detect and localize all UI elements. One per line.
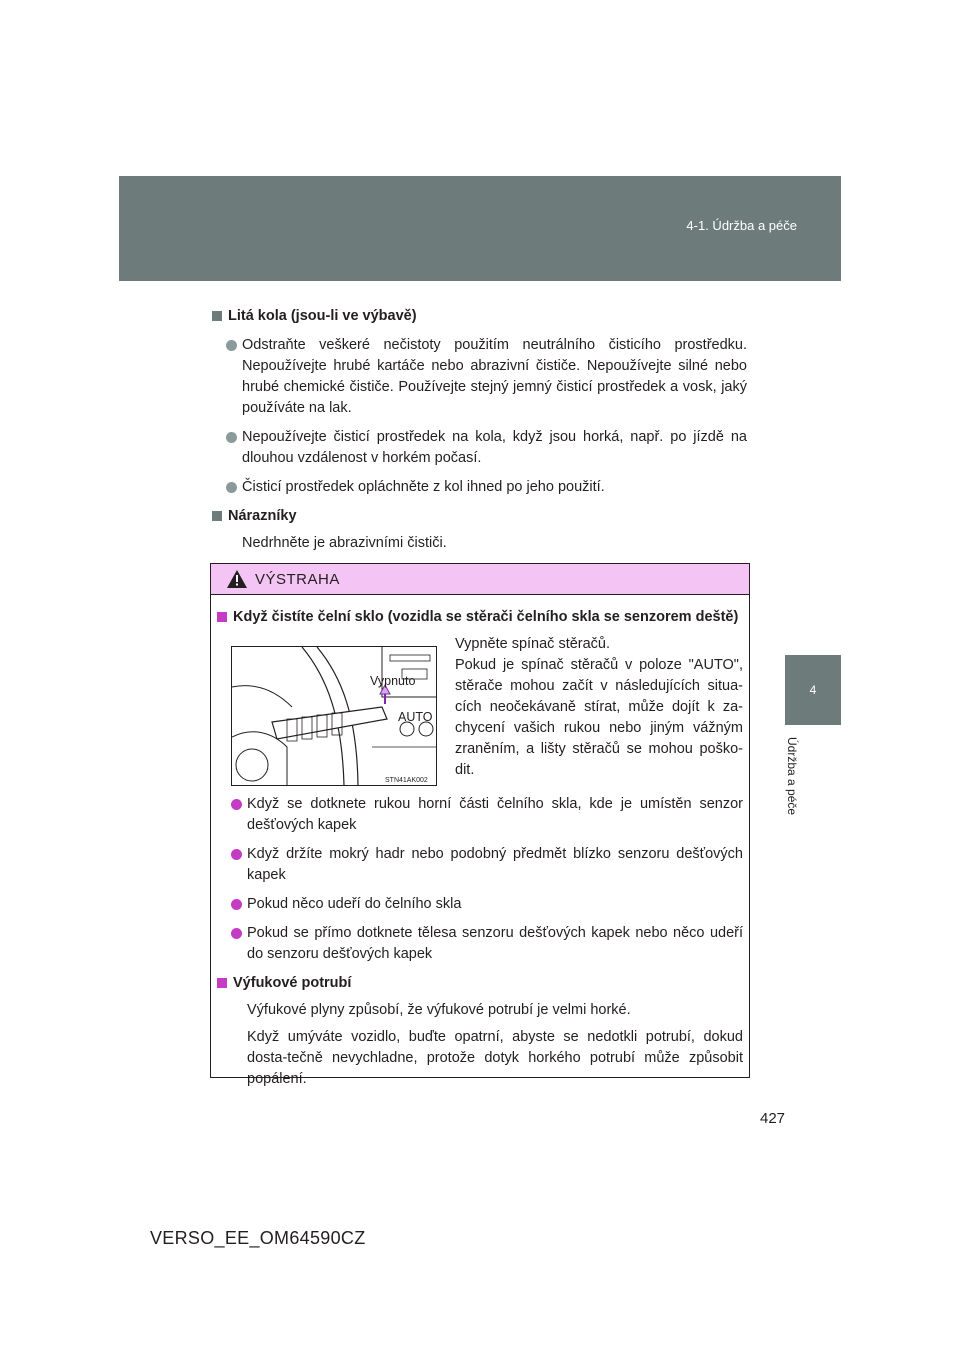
bullet-dot-icon (226, 482, 237, 493)
square-bullet-icon (217, 612, 227, 622)
bullet-dot-icon (231, 928, 242, 939)
list-item: Odstraňte veškeré nečistoty použitím neutrálního čisticího prostředku. Nepoužívejte hrubé kartáče nebo abrazivní čističe. Nepoužívejte silné nebo hrubé chemické čističe. Používejte stejný jemný čisticí prostředek a vosk, jaký používáte na lak. (212, 335, 747, 419)
list-item: Když držíte mokrý hadr nebo podobný předmět blízko senzoru dešťových kapek (217, 844, 743, 886)
header-band (119, 176, 841, 281)
document-code: VERSO_EE_OM64590CZ (150, 1228, 366, 1248)
wheels-heading: Litá kola (jsou-li ve výbavě) (212, 306, 747, 327)
chapter-number: 4 (809, 683, 817, 697)
bullet-dot-icon (231, 799, 242, 810)
windshield-heading: Když čistíte čelní sklo (vozidla se stěrači čelního skla se senzorem deště) (217, 607, 743, 628)
bullet-dot-icon (231, 899, 242, 910)
figure-description: Vypněte spínač stěračů. Pokud je spínač stěračů v poloze "AUTO", stěrače mohou začít v následujících situa-cích neočekávaně stírat, může dojít k za-chycení vašich rukou nebo jiným vážným zraněním, a lišty stěračů se mohou poško-dit. (455, 636, 743, 778)
bullet-dot-icon (226, 340, 237, 351)
chapter-label (783, 737, 803, 837)
square-bullet-icon (217, 978, 227, 988)
chapter-tab (785, 655, 841, 725)
bumpers-text: Nedrhněte je abrazivními čističi. (242, 535, 447, 551)
chapter-label-text: Údržba a péče (785, 737, 799, 816)
bumpers-heading: Nárazníky (212, 506, 747, 527)
square-bullet-icon (212, 311, 222, 321)
bullet-dot-icon (231, 849, 242, 860)
square-bullet-icon (212, 511, 222, 521)
warning-box (210, 563, 750, 1087)
list-item: Čisticí prostředek opláchněte z kol ihned po jeho použití. (212, 477, 747, 498)
exhaust-text-1: Výfukové plyny způsobí, že výfukové potrubí je velmi horké. (247, 1002, 631, 1018)
list-item: Když se dotknete rukou horní části čelního skla, kde je umístěn senzor dešťových kapek (217, 794, 743, 836)
list-item: Pokud něco udeří do čelního skla (217, 894, 743, 915)
bullet-dot-icon (226, 432, 237, 443)
list-item: Pokud se přímo dotknete tělesa senzoru dešťových kapek nebo něco udeří do senzoru dešťových kapek (217, 923, 743, 965)
figure-code: STN41AK002 (385, 777, 428, 784)
warning-header (211, 564, 749, 595)
exhaust-heading: Výfukové potrubí (217, 973, 743, 994)
list-item: Nepoužívejte čisticí prostředek na kola, když jsou horká, např. po jízdě na dlouhou vzdálenost v horkém počasí. (212, 427, 747, 469)
page-number: 427 (760, 1110, 786, 1127)
figure-label-auto: AUTO (398, 710, 433, 724)
exhaust-text-2: Když umýváte vozidlo, buďte opatrní, abyste se nedotkli potrubí, dokud dosta-tečně nevychladne, protože dotyk horkého potrubí může způsobit popálení. (247, 1029, 743, 1087)
main-content (212, 300, 747, 554)
warning-title: VÝSTRAHA (255, 571, 340, 588)
warning-triangle-icon (227, 570, 247, 588)
figure-label-off: Vypnuto (370, 674, 416, 688)
section-title: 4-1. Údržba a péče (686, 218, 797, 233)
wiper-switch-figure (231, 646, 437, 786)
